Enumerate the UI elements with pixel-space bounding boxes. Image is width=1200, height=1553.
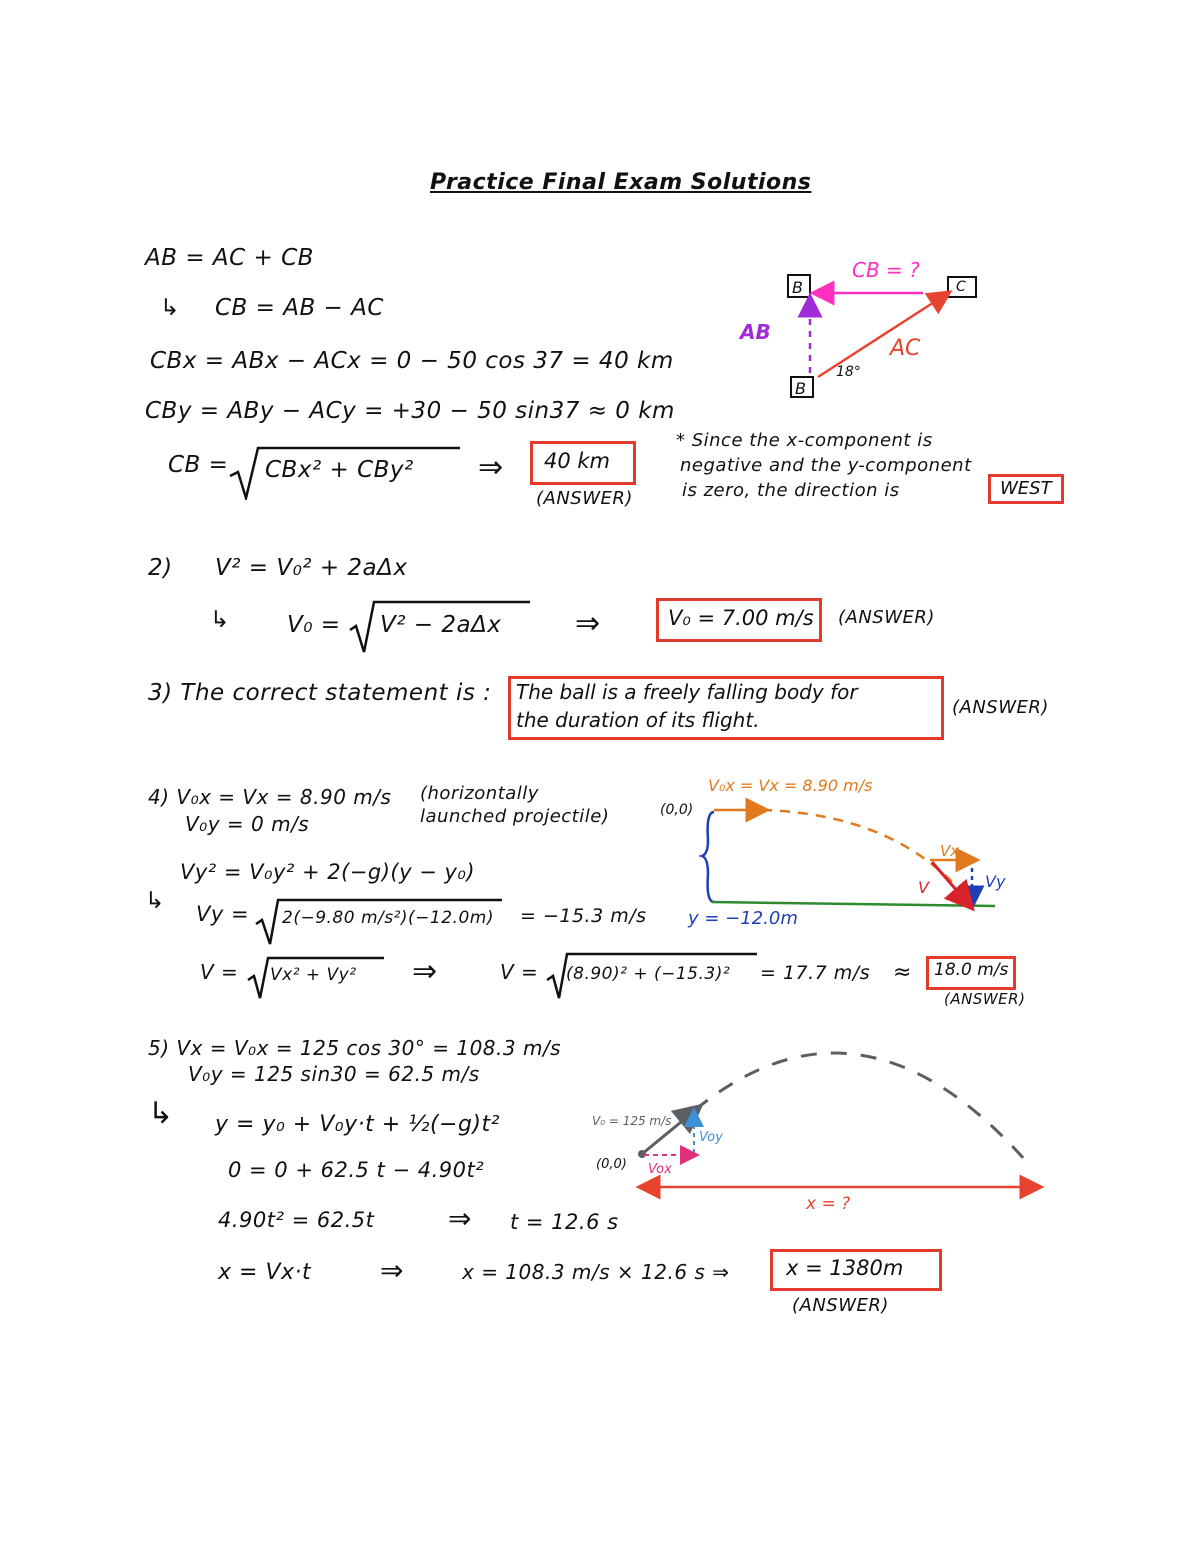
p5-label-vox: Vox <box>648 1162 672 1177</box>
implies-icon: ⇒ <box>412 954 438 989</box>
p2-answer-tag: (ANSWER) <box>838 607 935 628</box>
p5-eq4: 0 = 0 + 62.5 t − 4.90t² <box>228 1158 485 1182</box>
p1-eq1: AB = AC + CB <box>145 245 314 271</box>
p5-answer: x = 1380m <box>786 1256 904 1280</box>
p5-eq1: 5) Vx = V₀x = 125 cos 30° = 108.3 m/s <box>148 1036 562 1060</box>
p4-eq4-arrow-icon: ↳ <box>145 888 165 914</box>
p2-eq2-radicand: V² − 2aΔx <box>380 612 502 638</box>
p5-label-v0: V₀ = 125 m/s <box>592 1114 672 1128</box>
p1-label-ac: AC <box>890 336 921 361</box>
p1-answer-tag: (ANSWER) <box>536 488 633 509</box>
p4-eq5-right: = 17.7 m/s <box>760 962 871 984</box>
p1-eq2-arrow-icon: ↳ <box>160 295 180 321</box>
p1-note-line1: * Since the x-component is <box>676 430 933 451</box>
p4-label-v: V <box>918 878 929 897</box>
p4-label-vy: Vy <box>985 872 1006 891</box>
p1-label-angle: 18° <box>836 364 861 380</box>
p1-eq5-radicand: CBx² + CBy² <box>265 457 414 483</box>
p4-eq1: 4) V₀x = Vx = 8.90 m/s <box>148 785 392 809</box>
p1-label-c: C <box>956 279 966 295</box>
p1-label-ab: AB <box>740 320 771 344</box>
p2-eq2-left: V₀ = <box>287 612 341 638</box>
p1-label-b-bottom: B <box>795 379 806 398</box>
implies-icon: ⇒ <box>478 450 504 485</box>
p1-answer: 40 km <box>544 449 611 473</box>
p5-label-x: x = ? <box>806 1194 851 1214</box>
p2-eq2-arrow-icon: ↳ <box>210 607 230 633</box>
p3-answer-tag: (ANSWER) <box>952 697 1049 718</box>
p4-label-top: V₀x = Vx = 8.90 m/s <box>708 776 873 795</box>
p3-answer-line2: the duration of its flight. <box>516 708 760 732</box>
p5-label-voy: Voy <box>699 1130 723 1145</box>
p4-note1: (horizontally <box>420 783 539 804</box>
p4-eq4-right: = −15.3 m/s <box>520 905 647 927</box>
p4-approx: ≈ <box>893 960 912 985</box>
p1-note-answer: WEST <box>1000 478 1052 499</box>
p5-eq3-arrow-icon: ↳ <box>148 1096 174 1131</box>
p5-eq5: 4.90t² = 62.5t <box>218 1208 375 1232</box>
p4-eq2: V₀y = 0 m/s <box>185 812 310 836</box>
p1-eq2: CB = AB − AC <box>215 295 384 321</box>
p4-eq5-left: V = <box>200 960 239 984</box>
page-title: Practice Final Exam Solutions <box>430 170 812 195</box>
p5-eq2: V₀y = 125 sin30 = 62.5 m/s <box>188 1062 480 1086</box>
p4-answer-tag: (ANSWER) <box>944 990 1026 1008</box>
p5-eq6: x = Vx·t <box>218 1260 312 1285</box>
p2-answer: V₀ = 7.00 m/s <box>668 606 814 630</box>
p4-eq4-radicand: 2(−9.80 m/s²)(−12.0m) <box>282 908 494 928</box>
p4-note2: launched projectile) <box>420 806 610 827</box>
implies-icon: ⇒ <box>380 1254 404 1287</box>
p1-eq5-left: CB = <box>168 452 229 478</box>
p4-eq4-left: Vy = <box>196 902 250 926</box>
p1-label-cb: CB = ? <box>852 258 920 282</box>
p1-eq4: CBy = ABy − ACy = +30 − 50 sin37 ≈ 0 km <box>145 398 675 424</box>
p5-answer-tag: (ANSWER) <box>792 1295 889 1316</box>
p5-eq6-mid: x = 108.3 m/s × 12.6 s ⇒ <box>462 1260 730 1284</box>
p4-answer: 18.0 m/s <box>934 960 1009 980</box>
p4-eq3: Vy² = V₀y² + 2(−g)(y − y₀) <box>180 860 476 884</box>
p1-eq3: CBx = ABx − ACx = 0 − 50 cos 37 = 40 km <box>150 348 674 374</box>
p1-label-b-top: B <box>792 278 803 297</box>
p2-eq1: V² = V₀² + 2aΔx <box>215 555 408 581</box>
implies-icon: ⇒ <box>448 1202 472 1235</box>
p4-eq5-radicand: Vx² + Vy² <box>270 965 357 985</box>
p5-eq3: y = y₀ + V₀y·t + ½(−g)t² <box>215 1112 500 1137</box>
p4-label-vx: Vx <box>940 842 960 860</box>
p5-label-origin: (0,0) <box>596 1157 627 1172</box>
p1-note-line2: negative and the y-component <box>680 455 972 476</box>
p4-eq5-mid-left: V = <box>500 960 539 984</box>
p3-lead: 3) The correct statement is : <box>148 680 492 706</box>
p4-label-origin: (0,0) <box>660 802 694 818</box>
p4-eq5-mid-radicand: (8.90)² + (−15.3)² <box>566 964 731 984</box>
p3-answer-line1: The ball is a freely falling body for <box>516 680 858 704</box>
p1-note-line3: is zero, the direction is <box>682 480 900 501</box>
implies-icon: ⇒ <box>575 606 601 641</box>
p5-eq5-result: t = 12.6 s <box>510 1210 619 1234</box>
p2-num: 2) <box>148 555 173 581</box>
p4-projectile-diagram <box>700 790 1010 920</box>
p4-label-ground: y = −12.0m <box>688 908 798 929</box>
